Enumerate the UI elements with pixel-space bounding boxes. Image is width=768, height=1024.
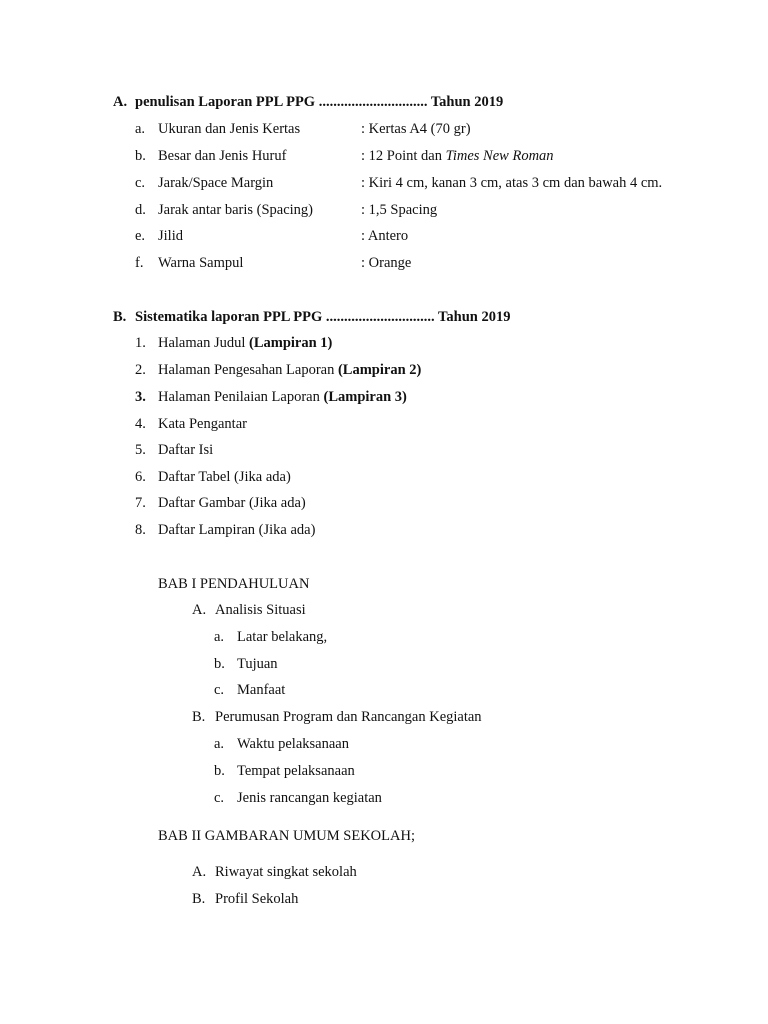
section-a-item-marker: e. xyxy=(135,228,146,244)
section-a-item-label: Jarak antar baris (Spacing) xyxy=(158,202,314,218)
bab1-sub-a-item-marker: a. xyxy=(214,629,225,645)
value-italic: Times New Roman xyxy=(445,148,554,164)
bab1-sub-b-item: Waktu pelaksanaan xyxy=(237,736,349,752)
section-a-item-marker: c. xyxy=(135,175,146,191)
item-text: Halaman Pengesahan Laporan xyxy=(158,362,338,378)
section-b-item: Daftar Lampiran (Jika ada) xyxy=(158,522,316,538)
bab2-item: Profil Sekolah xyxy=(215,891,299,907)
bab1-sub-b-item-marker: b. xyxy=(214,763,225,779)
bab1-sub-b-title: Perumusan Program dan Rancangan Kegiatan xyxy=(215,709,482,725)
bab2-item: Riwayat singkat sekolah xyxy=(215,864,357,880)
section-b-item-marker: 7. xyxy=(135,495,146,511)
bab1-sub-a-title: Analisis Situasi xyxy=(215,602,306,618)
bab1-sub-a-item-marker: c. xyxy=(214,682,225,698)
bab1-sub-b-item-marker: a. xyxy=(214,736,225,752)
section-b-item-marker: 8. xyxy=(135,522,146,538)
bab1-sub-b-item: Jenis rancangan kegiatan xyxy=(237,790,382,806)
bab2-item-marker: A. xyxy=(192,864,207,880)
bab1-sub-a-item-marker: b. xyxy=(214,656,225,672)
section-a-item-label: Ukuran dan Jenis Kertas xyxy=(158,121,301,137)
section-a-item-label: Jarak/Space Margin xyxy=(158,175,274,191)
section-b-item-marker: 1. xyxy=(135,335,146,351)
section-a-item-label: Jilid xyxy=(158,228,183,244)
section-b-item: Daftar Isi xyxy=(158,442,214,458)
item-text: Halaman Penilaian Laporan xyxy=(158,389,324,405)
bab1-sub-a-marker: A. xyxy=(192,602,207,618)
section-a-item-marker: d. xyxy=(135,202,146,218)
section-b-item: Daftar Gambar (Jika ada) xyxy=(158,495,306,511)
section-b-item xyxy=(158,388,407,406)
section-b-heading: Sistematika laporan PPL PPG .............................. Tahun 2019 xyxy=(135,309,511,325)
item-bold: (Lampiran 3) xyxy=(323,389,407,405)
section-a-heading: penulisan Laporan PPL PPG .............................. Tahun 2019 xyxy=(135,94,504,110)
bab2-item-marker: B. xyxy=(192,891,206,907)
value-prefix: : 12 Point dan xyxy=(361,148,446,164)
section-a-marker: A. xyxy=(113,94,128,110)
section-a-item-value: : Kiri 4 cm, kanan 3 cm, atas 3 cm dan bawah 4 cm. xyxy=(361,175,663,191)
bab1-sub-a-item: Manfaat xyxy=(237,682,286,698)
item-bold: (Lampiran 1) xyxy=(249,335,333,351)
item-text: Halaman Judul xyxy=(158,335,250,351)
section-a-item-value: : Orange xyxy=(361,255,412,271)
section-b-item-marker: 4. xyxy=(135,416,146,432)
section-b-marker: B. xyxy=(113,309,127,325)
section-a-item-marker: f. xyxy=(135,255,144,271)
section-b-item: Kata Pengantar xyxy=(158,416,247,432)
section-a-item-label: Besar dan Jenis Huruf xyxy=(158,148,287,164)
section-a-item-label: Warna Sampul xyxy=(158,255,244,271)
bab2-title: BAB II GAMBARAN UMUM SEKOLAH; xyxy=(158,828,415,844)
section-a-item-value: : Antero xyxy=(361,228,409,244)
section-b-item xyxy=(158,361,421,379)
bab1-sub-b-marker: B. xyxy=(192,709,206,725)
bab1-sub-a-item: Latar belakang, xyxy=(237,629,328,645)
bab1-sub-a-item: Tujuan xyxy=(237,656,278,672)
section-a-item-value: : Kertas A4 (70 gr) xyxy=(361,121,471,137)
section-b-item-marker: 3. xyxy=(135,389,146,405)
item-bold: (Lampiran 2) xyxy=(337,362,422,378)
bab1-sub-b-item-marker: c. xyxy=(214,790,225,806)
section-b-item-marker: 5. xyxy=(135,442,146,458)
section-a-item-marker: a. xyxy=(135,121,146,137)
section-b-item-marker: 6. xyxy=(135,469,146,485)
bab1-title: BAB I PENDAHULUAN xyxy=(158,576,310,592)
section-a-item-marker: b. xyxy=(135,148,146,164)
section-b-item-marker: 2. xyxy=(135,362,146,378)
section-a-item-value: : 1,5 Spacing xyxy=(361,202,438,218)
section-b-item xyxy=(158,334,332,352)
bab1-sub-b-item: Tempat pelaksanaan xyxy=(237,763,355,779)
section-b-item: Daftar Tabel (Jika ada) xyxy=(158,469,291,485)
section-a-item-value xyxy=(361,147,554,165)
